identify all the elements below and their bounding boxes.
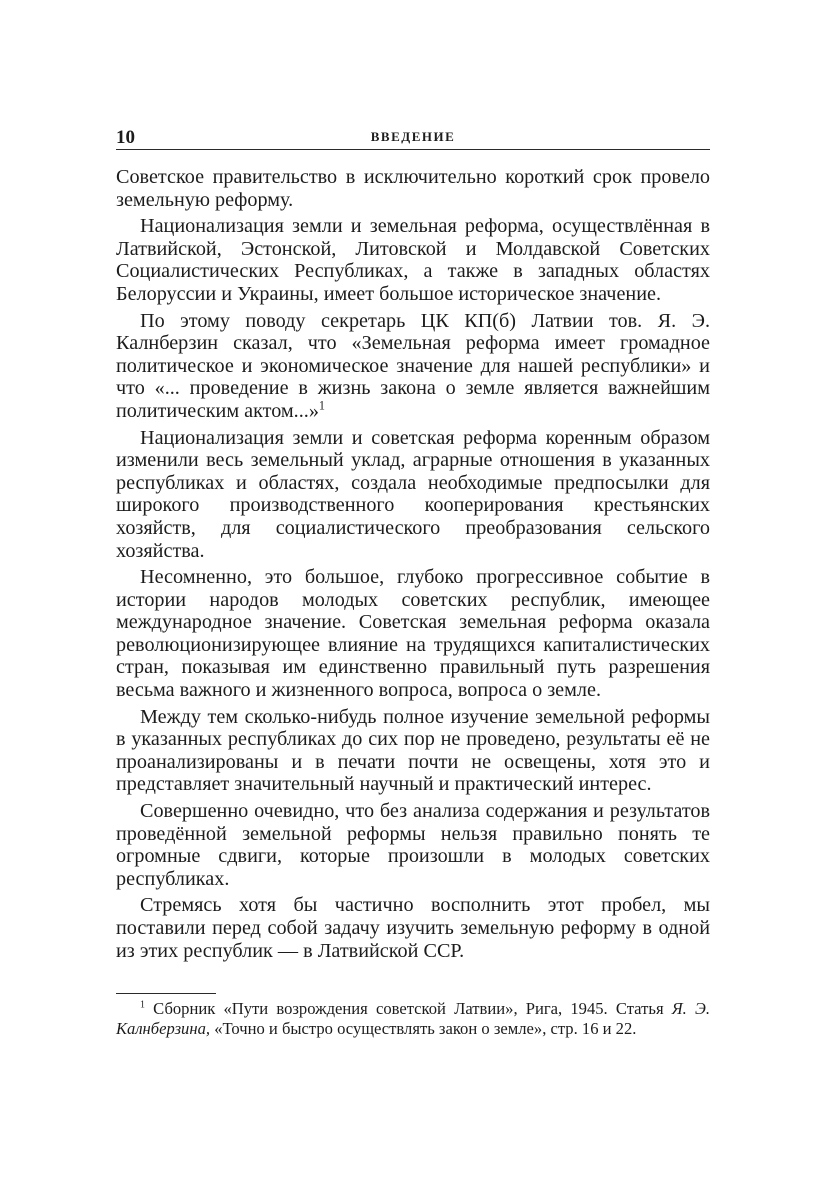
footnote-source: Сборник «Пути возрождения советской Латвии», Рига, 1945. Статья: [153, 999, 664, 1018]
footnote-divider: [116, 993, 216, 994]
footnote-title: «Точно и быстро осуществлять закон о земле», стр. 16 и 22.: [214, 1018, 637, 1038]
paragraph: Стремясь хотя бы частично восполнить этот пробел, мы поставили перед собой задачу изучить земельную реформу в одной из этих республик — в Латвийской ССР.: [116, 894, 710, 962]
footnote-marker: 1: [140, 999, 145, 1011]
footnote-author: Я. Э. Калнберзина,: [116, 999, 711, 1038]
page-number: 10: [116, 127, 135, 148]
running-title: ВВЕДЕНИЕ: [370, 129, 456, 144]
main-text: [116, 166, 710, 966]
paragraph: Совершенно очевидно, что без анализа содержания и результатов проведённой земельной реформы нельзя правильно понять те огромные сдвиги, которые произошли в молодых советских республиках.: [116, 800, 710, 890]
footnote-reference[interactable]: 1: [318, 398, 325, 413]
footnote-text: [116, 999, 710, 1038]
paragraph: Несомненно, это большое, глубоко прогрессивное событие в истории народов молодых советских республик, имеющее международное значение. Советская земельная реформа оказала революционизирующее влияние на трудящихся капиталистических стран, показывая им единственно правильный путь разрешения весьма важного и жизненного вопроса, вопроса о земле.: [116, 566, 710, 702]
paragraph: [116, 310, 710, 423]
paragraph-text: По этому поводу секретарь ЦК КП(б) Латвии тов. Я. Э. Калнберзин сказал, что «Земельная реформа имеет громадное политическое и экономическое значение для нашей республики» и что «... проведение в жизнь закона о земле является важнейшим политическим актом...»: [116, 309, 710, 422]
paragraph: Советское правительство в исключительно короткий срок провело земельную реформу.: [116, 166, 710, 211]
footnote: [116, 999, 710, 1038]
paragraph: Национализация земли и советская реформа коренным образом изменили весь земельный уклад, аграрные отношения в указанных республиках и областях, создала необходимые предпосылки для широкого производственного кооперирования крестьянских хозяйств, для социалистического преобразования сельского хозяйства.: [116, 426, 710, 562]
page-header: [116, 127, 710, 150]
paragraph: Национализация земли и земельная реформа, осуществлённая в Латвийской, Эстонской, Литовской и Молдавской Советских Социалистических Республиках, а также в западных областях Белоруссии и Украины, имеет большое историческое значение.: [116, 215, 710, 305]
paragraph: Между тем сколько-нибудь полное изучение земельной реформы в указанных республиках до сих пор не проведено, результаты её не проанализированы и в печати почти не освещены, хотя это и представляет значительный научный и практический интерес.: [116, 705, 710, 796]
